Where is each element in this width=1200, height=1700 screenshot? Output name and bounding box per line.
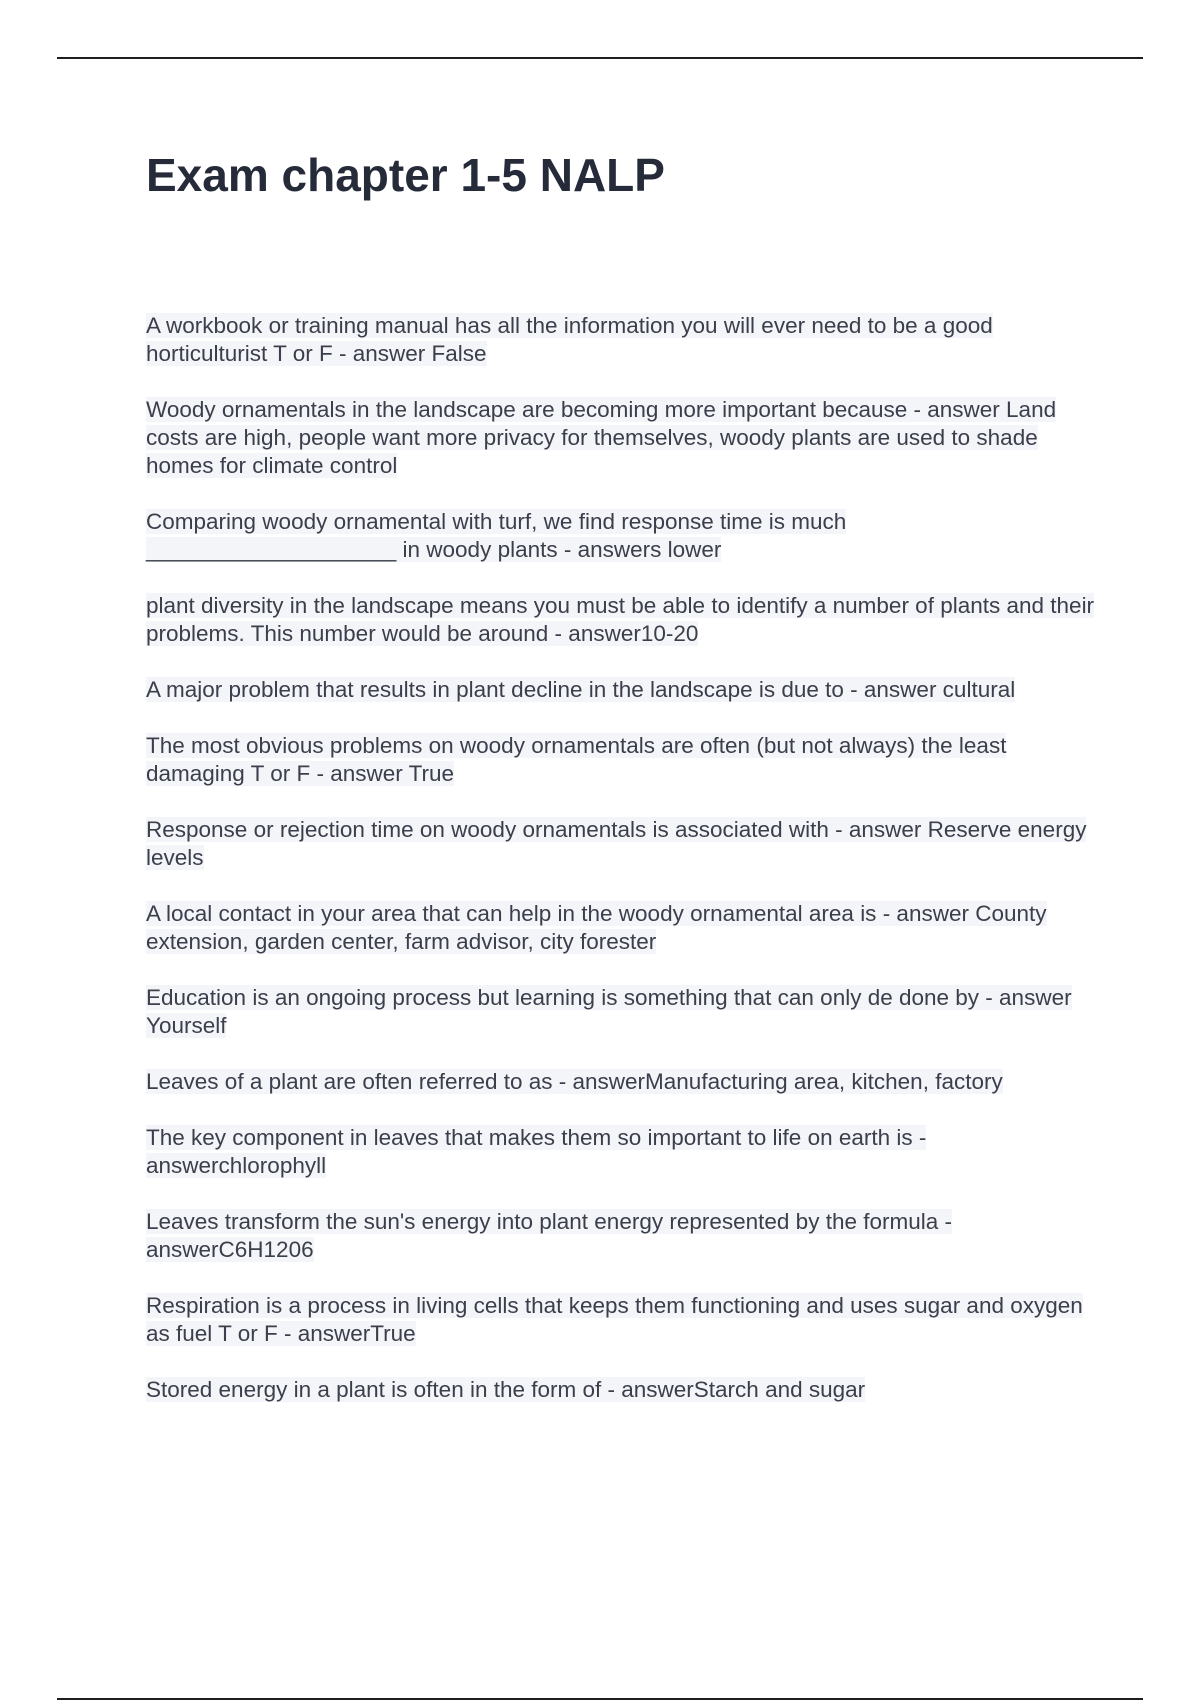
qa-item: Education is an ongoing process but learning is something that can only de done by - answer Yourself — [146, 985, 1072, 1038]
document-title: Exam chapter 1-5 NALP — [146, 149, 665, 201]
document-body — [146, 140, 1096, 1432]
qa-item: A workbook or training manual has all the information you will ever need to be a good horticulturist T or F - answer False — [146, 313, 993, 366]
qa-item: The key component in leaves that makes them so important to life on earth is - answerchlorophyll — [146, 1125, 927, 1178]
qa-item: Woody ornamentals in the landscape are becoming more important because - answer Land costs are high, people want more privacy for themselves, woody plants are used to shade homes for climate control — [146, 397, 1057, 478]
qa-item: A major problem that results in plant decline in the landscape is due to - answer cultural — [146, 677, 1016, 702]
question-answer-list — [146, 312, 1096, 1404]
qa-item: The most obvious problems on woody ornamentals are often (but not always) the least damaging T or F - answer True — [146, 733, 1007, 786]
qa-item: Leaves of a plant are often referred to as - answerManufacturing area, kitchen, factory — [146, 1069, 1003, 1094]
top-divider — [57, 57, 1143, 59]
qa-item: Leaves transform the sun's energy into plant energy represented by the formula - answerC6H1206 — [146, 1209, 952, 1262]
qa-item: Response or rejection time on woody ornamentals is associated with - answer Reserve energy levels — [146, 817, 1087, 870]
qa-item: Comparing woody ornamental with turf, we find response time is much ____________________ in woody plants - answers lower — [146, 509, 847, 562]
qa-item: Respiration is a process in living cells that keeps them functioning and uses sugar and oxygen as fuel T or F - answerTrue — [146, 1293, 1083, 1346]
qa-item: Stored energy in a plant is often in the form of - answerStarch and sugar — [146, 1377, 866, 1402]
qa-item: plant diversity in the landscape means you must be able to identify a number of plants and their problems. This number would be around - answer10-20 — [146, 593, 1095, 646]
qa-item: A local contact in your area that can help in the woody ornamental area is - answer County extension, garden center, farm advisor, city forester — [146, 901, 1047, 954]
